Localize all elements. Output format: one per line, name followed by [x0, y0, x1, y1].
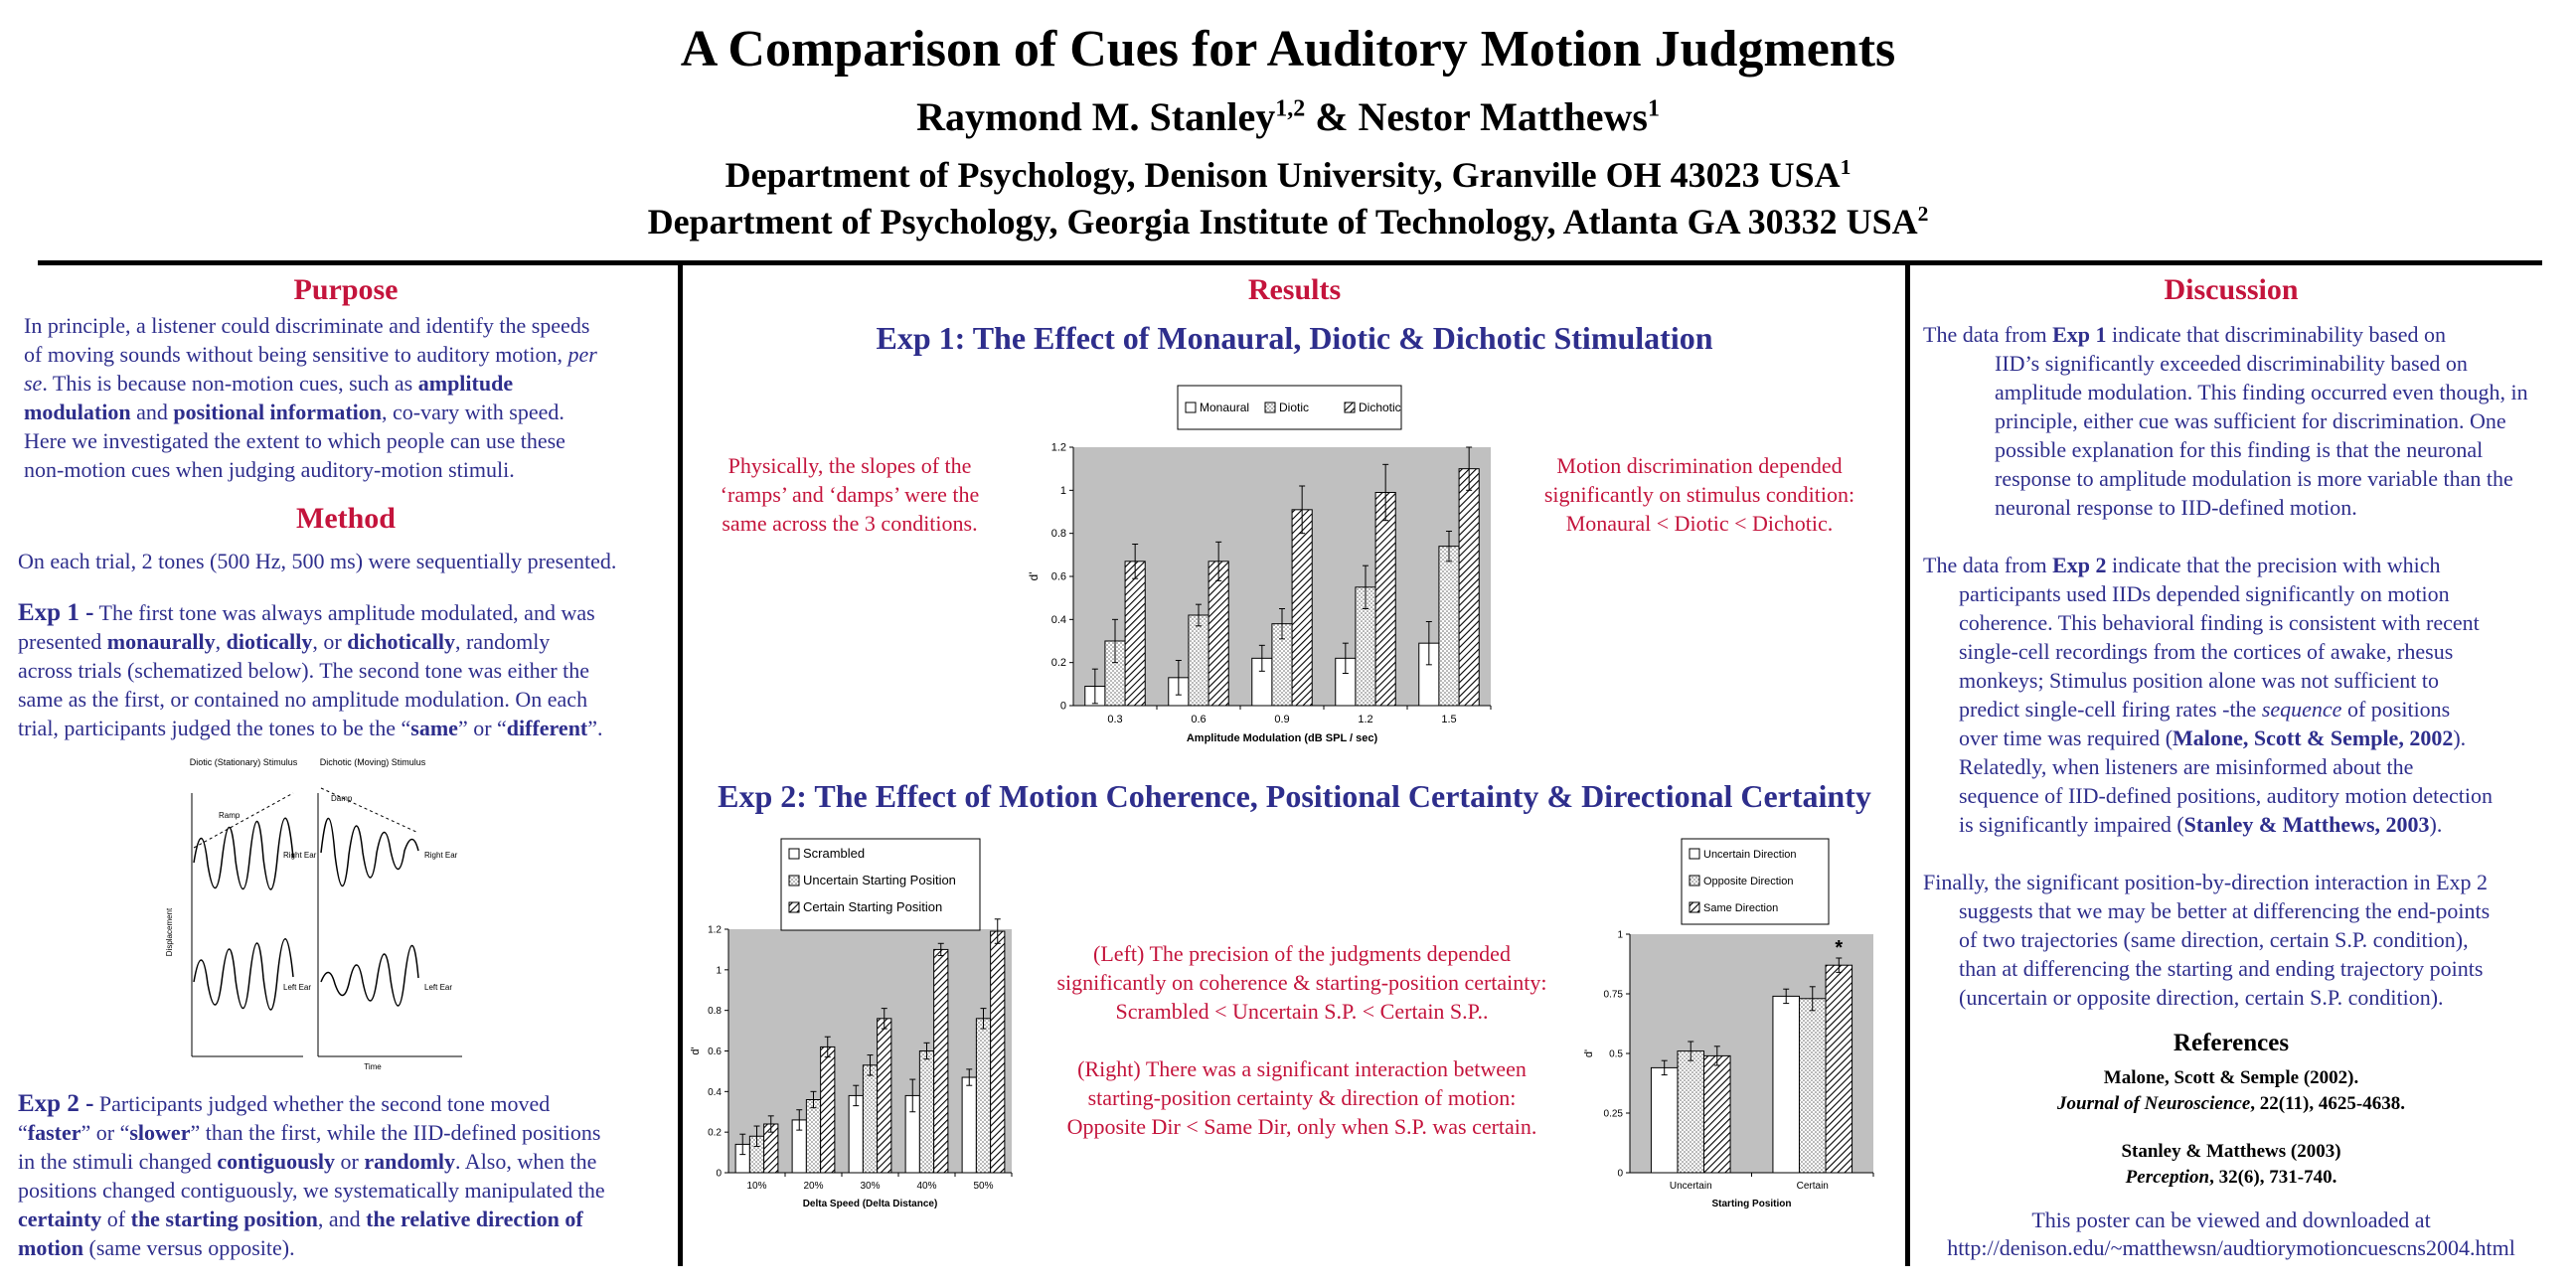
exp1-line-2: presented monaurally, diotically, or dichotically, randomly	[18, 629, 551, 654]
bar-uncertain-starting-position-50	[976, 1019, 990, 1173]
disc2-ref2-line	[1959, 810, 2559, 839]
disc2-seq-b: of positions	[2341, 697, 2451, 722]
exp2-starting-position: the starting position	[130, 1207, 318, 1231]
disc1-rest	[1959, 349, 2559, 522]
author-2-affil: 1	[1647, 95, 1660, 122]
exp2-label: Exp 2 -	[18, 1090, 94, 1117]
purpose-se: se	[24, 371, 43, 396]
reference-2	[1913, 1139, 2549, 1191]
purpose-line-2	[24, 340, 674, 369]
y-tick-label: 1.2	[708, 924, 722, 936]
x-tick-label: 30%	[860, 1181, 881, 1192]
exp1-or: , or	[312, 629, 342, 654]
x-tick-label: Certain	[1796, 1181, 1829, 1192]
x-axis-label: Starting Position	[1711, 1199, 1792, 1209]
exp2-randomly: randomly	[364, 1149, 456, 1174]
exp2-line-6	[18, 1233, 674, 1262]
bar-opposite-direction-uncertain	[1678, 1051, 1704, 1173]
disc2-rest-1: coherence. This behavioral finding is consistent with recent	[1959, 610, 2480, 635]
disc2-rest	[1923, 579, 2559, 839]
disc2-ref1-line	[1959, 724, 2559, 752]
ref1-volume: , 22(11), 4625-4638.	[2250, 1093, 2405, 1114]
method-intro: On each trial, 2 tones (500 Hz, 500 ms) were sequentially presented.	[18, 549, 617, 573]
schematic-right-ear-2: Right Ear	[424, 851, 458, 860]
exp1-right-note-1: Motion discrimination depended	[1556, 453, 1843, 478]
exp1-line-5c: ”.	[587, 716, 603, 740]
ref1-journal-line	[1913, 1091, 2549, 1117]
bar-uncertain-direction-uncertain	[1651, 1067, 1678, 1173]
legend-swatch-opposite-direction	[1690, 876, 1699, 886]
exp2-line-5	[18, 1205, 674, 1233]
exp2-left-bar-chart	[684, 835, 1027, 1217]
y-tick-label: 0.75	[1603, 989, 1623, 1001]
y-tick-label: 0	[1617, 1168, 1623, 1180]
purpose-section	[18, 273, 674, 484]
y-axis-label: d'	[1027, 571, 1041, 581]
legend-label-certain-starting-position: Certain Starting Position	[803, 899, 943, 914]
bar-same-direction-certain	[1826, 965, 1852, 1173]
author-1-affil: 1,2	[1275, 95, 1306, 122]
legend-label-uncertain-direction: Uncertain Direction	[1703, 849, 1797, 861]
y-axis-label: d'	[690, 1046, 702, 1055]
wave-right-bottom	[321, 945, 418, 1006]
wave-left-bottom	[194, 939, 293, 1010]
y-tick-label: 0.5	[1609, 1048, 1623, 1060]
exp2-note-b1: (Right) There was a significant interaction between	[1077, 1056, 1527, 1081]
disc1-exp1: Exp 1	[2052, 322, 2107, 347]
purpose-heading: Purpose	[293, 273, 399, 306]
exp2-and: , and	[317, 1207, 361, 1231]
purpose-line-4	[24, 398, 674, 426]
discussion-text	[1923, 320, 2559, 1012]
schematic-xlabel: Time	[364, 1062, 382, 1071]
exp2-of: of	[106, 1207, 126, 1231]
ref2-volume: , 32(6), 731-740.	[2209, 1167, 2337, 1188]
affiliation-2-sup: 2	[1917, 202, 1929, 226]
x-axis-label: Amplitude Modulation (dB SPL / sec)	[1186, 732, 1378, 744]
x-tick-label: 0.6	[1191, 714, 1207, 725]
disc2-line-1	[1923, 551, 2559, 579]
y-tick-label: 0.6	[1050, 570, 1066, 583]
disc2-rest2-1: sequence of IID-defined positions, auditory motion detection	[1959, 783, 2494, 808]
exp2-or: or	[340, 1149, 359, 1174]
disc2-a: The data from	[1923, 553, 2053, 577]
x-tick-label: 0.3	[1107, 714, 1123, 725]
discussion-para-3	[1923, 868, 2559, 1012]
exp1-line-1-text: The first tone was always amplitude modulated, and was	[98, 600, 595, 625]
bar-certain-starting-position-20	[821, 1046, 835, 1173]
y-tick-label: 0.4	[1050, 613, 1066, 626]
wave-right-top	[321, 818, 418, 886]
disc1-rest-5: neuronal response to IID-defined motion.	[1995, 495, 2357, 520]
y-tick-label: 0.8	[708, 1006, 722, 1018]
schematic-right-title: Dichotic (Moving) Stimulus	[319, 757, 426, 767]
legend-swatch-uncertain-starting-position	[789, 876, 799, 886]
poster-authors	[0, 93, 2576, 140]
exp1-dichotically: dichotically	[347, 629, 455, 654]
schematic-ramp-label: Ramp	[219, 811, 241, 820]
bar-dichotic-0-9	[1292, 510, 1312, 706]
affiliation-2	[0, 201, 2576, 242]
bar-uncertain-starting-position-30	[863, 1065, 877, 1173]
exp2-method	[18, 1089, 674, 1262]
references-section	[1913, 1030, 2549, 1262]
disc3-line-0: Finally, the significant position-by-direction interaction in Exp 2	[1923, 870, 2489, 894]
legend-swatch-certain-starting-position	[789, 902, 799, 912]
author-2: & Nestor Matthews	[1305, 94, 1648, 139]
discussion-heading: Discussion	[2164, 273, 2299, 306]
affiliation-1-text: Department of Psychology, Denison University, Granville OH 43023 USA	[724, 155, 1841, 195]
disc3-line-4: (uncertain or opposite direction, certain S.P. condition).	[1959, 985, 2444, 1010]
disc2-seq-em: sequence	[2261, 697, 2342, 722]
y-tick-label: 0.8	[1050, 528, 1066, 541]
ref2-journal-line	[1913, 1165, 2549, 1191]
bar-diotic-1-5	[1439, 547, 1459, 706]
disc2-b: indicate that the precision with which	[2106, 553, 2441, 577]
disc2-rest-2: single-cell recordings from the cortices of awake, rhesus	[1959, 639, 2454, 664]
legend-swatch-diotic	[1265, 402, 1275, 412]
affiliation-1	[0, 154, 2576, 196]
legend-label-diotic: Diotic	[1279, 401, 1310, 414]
x-tick-label: Uncertain	[1669, 1181, 1712, 1192]
purpose-line-3-text: . This is because non-motion cues, such as	[42, 371, 413, 396]
exp1-left-note	[696, 451, 1004, 538]
purpose-line-3	[24, 369, 674, 398]
y-tick-label: 1	[1617, 929, 1623, 941]
purpose-line-2-text: of moving sounds without being sensitive to auditory motion,	[24, 342, 564, 367]
references-heading: References	[2173, 1030, 2290, 1056]
exp1-right-note-3: Monaural < Diotic < Dichotic.	[1565, 511, 1834, 536]
disc2-ref2-a: is significantly impaired (	[1959, 812, 2184, 837]
disc2-exp2: Exp 2	[2052, 553, 2107, 577]
poster-footer	[1913, 1207, 2549, 1262]
exp2-quote-2: ” or “	[80, 1120, 130, 1145]
author-1: Raymond M. Stanley	[916, 94, 1276, 139]
exp1-line-5	[18, 714, 674, 742]
y-tick-label: 0	[1059, 700, 1066, 713]
exp2-results-title: Exp 2: The Effect of Motion Coherence, Positional Certainty & Directional Certainty	[718, 778, 1871, 814]
exp1-method	[18, 598, 674, 742]
exp2-note-a2: significantly on coherence & starting-position certainty:	[1056, 970, 1547, 995]
exp1-line-4: same as the first, or contained no amplitude modulation. On each	[18, 687, 588, 712]
schematic-left-ear-1: Left Ear	[283, 983, 312, 992]
exp1-presented: presented	[18, 629, 102, 654]
disc1-rest-2: principle, either cue was sufficient for discrimination. One	[1995, 408, 2506, 433]
discussion-para-2	[1923, 551, 2559, 839]
y-tick-label: 0	[716, 1168, 722, 1180]
legend-label-dichotic: Dichotic	[1359, 401, 1401, 414]
ref1-journal: Journal of Neuroscience	[2057, 1093, 2251, 1114]
legend-label-same-direction: Same Direction	[1703, 902, 1779, 914]
disc3-line-2: of two trajectories (same direction, certain S.P. condition),	[1959, 927, 2469, 952]
purpose-per: per	[567, 342, 597, 367]
exp1-results-title: Exp 1: The Effect of Monaural, Diotic & Dichotic Stimulation	[876, 320, 1713, 356]
disc2-rest-0: participants used IIDs depended significantly on motion	[1959, 581, 2450, 606]
legend-swatch-same-direction	[1690, 902, 1699, 912]
exp2-line-1	[18, 1089, 674, 1118]
exp2-line-3-end: . Also, when the	[455, 1149, 597, 1174]
ref2-authors: Stanley & Matthews (2003)	[2121, 1141, 2341, 1162]
y-tick-label: 1.2	[1050, 441, 1066, 454]
bar-dichotic-0-3	[1125, 562, 1145, 706]
bar-certain-starting-position-30	[878, 1019, 891, 1173]
disc2-ref1-b: Malone, Scott & Semple, 2002	[2173, 725, 2454, 750]
exp1-different: different	[506, 716, 588, 740]
bar-scrambled-50	[962, 1077, 976, 1173]
ref2-journal: Perception	[2125, 1167, 2210, 1188]
ramp-envelope-left	[194, 793, 293, 848]
legend-swatch-scrambled	[789, 849, 799, 859]
exp2-note-b2: starting-position certainty & direction of motion:	[1087, 1085, 1517, 1110]
exp1-left-note-2: ‘ramps’ and ‘damps’ were the	[720, 482, 980, 507]
disc1-rest-3: possible explanation for this finding is that the neuronal	[1995, 437, 2484, 462]
exp2-line-1-text: Participants judged whether the second tone moved	[98, 1091, 551, 1116]
purpose-and: and	[136, 400, 168, 424]
y-tick-label: 0.2	[1050, 657, 1066, 670]
disc3-rest	[1923, 896, 2559, 1012]
purpose-modulation: modulation	[24, 400, 131, 424]
disc2-rest2-0: Relatedly, when listeners are misinformed about the	[1959, 754, 2414, 779]
exp1-line-1	[18, 598, 674, 627]
disc2-ref1-a: over time was required (	[1959, 725, 2174, 750]
ref1-authors: Malone, Scott & Semple (2002).	[2103, 1067, 2359, 1088]
exp2-note-a3: Scrambled < Uncertain S.P. < Certain S.P..	[1115, 999, 1489, 1024]
x-tick-label: 0.9	[1274, 714, 1290, 725]
legend-swatch-uncertain-direction	[1690, 849, 1699, 859]
y-tick-label: 0.2	[708, 1127, 722, 1139]
exp1-right-note-2: significantly on stimulus condition:	[1543, 482, 1855, 507]
exp1-left-note-3: same across the 3 conditions.	[722, 511, 978, 536]
exp1-diotically: diotically	[226, 629, 313, 654]
exp1-label: Exp 1 -	[18, 599, 94, 626]
wave-left-top	[194, 818, 293, 889]
exp2-line-3	[18, 1147, 674, 1176]
bar-certain-starting-position-50	[991, 931, 1005, 1173]
disc1-rest-1: amplitude modulation. This finding occurred even though, in	[1995, 380, 2528, 404]
affiliation-2-text: Department of Psychology, Georgia Institute of Technology, Atlanta GA 30332 USA	[647, 202, 1918, 242]
exp2-line-2-end: ” than the first, while the IID-defined positions	[190, 1120, 601, 1145]
bar-dichotic-0-6	[1208, 562, 1228, 706]
disc1-b: indicate that discriminability based on	[2106, 322, 2447, 347]
exp1-monaurally: monaurally	[106, 629, 216, 654]
exp2-motion: motion	[18, 1235, 83, 1260]
exp1-bar-chart	[1019, 378, 1496, 755]
footer-line-1: This poster can be viewed and downloaded at	[2031, 1208, 2431, 1232]
disc2-ref2-c: ).	[2429, 812, 2443, 837]
stimulus-schematic	[164, 753, 492, 1071]
disc1-rest-4: response to amplitude modulation is more variable than the	[1995, 466, 2513, 491]
column-divider-right	[1905, 262, 1910, 1266]
x-tick-label: 1.2	[1358, 714, 1373, 725]
y-tick-label: 1	[716, 965, 722, 977]
exp2-changed: in the stimuli changed	[18, 1149, 212, 1174]
column-divider-left	[678, 262, 683, 1266]
exp2-middle-note	[1024, 939, 1580, 1141]
disc2-seq-a: predict single-cell firing rates -the	[1959, 697, 2262, 722]
disc1-a: The data from	[1923, 322, 2053, 347]
y-tick-label: 0.25	[1603, 1108, 1623, 1120]
exp2-relative-direction: the relative direction of	[366, 1207, 583, 1231]
exp1-line-3: across trials (schematized below). The second tone was either the	[18, 658, 590, 683]
bar-uncertain-starting-position-20	[806, 1100, 820, 1174]
purpose-line-5: Here we investigated the extent to which people can use these	[24, 428, 565, 453]
exp2-quote-1: “	[18, 1120, 28, 1145]
footer-url[interactable]: http://denison.edu/~matthewsn/audtiorymotioncuescns2004.html	[1947, 1235, 2515, 1260]
significance-star: *	[1835, 937, 1844, 959]
disc3-line-1: suggests that we may be better at differencing the end-points	[1959, 898, 2491, 923]
disc2-rest-3: monkeys; Stimulus position alone was not sufficient to	[1959, 668, 2439, 693]
disc2-ref2-b: Stanley & Matthews, 2003	[2183, 812, 2430, 837]
method-heading: Method	[296, 502, 396, 535]
schematic-ylabel: Displacement	[165, 907, 174, 957]
purpose-positional: positional information	[173, 400, 382, 424]
legend-label-uncertain-starting-position: Uncertain Starting Position	[803, 873, 956, 887]
bar-diotic-0-6	[1189, 615, 1208, 706]
exp2-note-b3: Opposite Dir < Same Dir, only when S.P. was certain.	[1066, 1114, 1537, 1139]
bar-certain-starting-position-40	[934, 949, 948, 1173]
exp2-line-6-end: (same versus opposite).	[88, 1235, 295, 1260]
exp2-faster: faster	[27, 1120, 81, 1145]
bar-uncertain-starting-position-40	[919, 1051, 933, 1174]
purpose-line-1: In principle, a listener could discriminate and identify the speeds	[24, 313, 590, 338]
exp1-line-5a: trial, participants judged the tones to be the “	[18, 716, 411, 740]
affiliation-1-sup: 1	[1840, 155, 1852, 179]
x-tick-label: 1.5	[1441, 714, 1457, 725]
bar-same-direction-uncertain	[1704, 1055, 1731, 1173]
legend-label-opposite-direction: Opposite Direction	[1703, 876, 1794, 887]
x-tick-label: 20%	[803, 1181, 824, 1192]
exp2-certainty: certainty	[18, 1207, 102, 1231]
bar-scrambled-30	[849, 1095, 863, 1173]
exp2-slower: slower	[129, 1120, 191, 1145]
legend-label-scrambled: Scrambled	[803, 846, 866, 861]
legend-swatch-monaural	[1186, 402, 1196, 412]
purpose-line-6: non-motion cues when judging auditory-motion stimuli.	[24, 457, 515, 482]
x-axis-label: Delta Speed (Delta Distance)	[802, 1199, 938, 1209]
exp1-randomly: , randomly	[454, 629, 551, 654]
disc1-line-1	[1923, 320, 2559, 349]
schematic-left-title: Diotic (Stationary) Stimulus	[189, 757, 298, 767]
purpose-line-4-end: , co-vary with speed.	[382, 400, 564, 424]
legend-swatch-dichotic	[1345, 402, 1355, 412]
exp1-right-note	[1511, 451, 1888, 538]
x-tick-label: 50%	[973, 1181, 994, 1192]
header-divider	[38, 260, 2542, 265]
disc2-ref1-c: ).	[2453, 725, 2467, 750]
schematic-right-ear-1: Right Ear	[283, 851, 317, 860]
bar-dichotic-1-2	[1375, 493, 1395, 707]
disc3-line-3: than at differencing the starting and ending trajectory points	[1959, 956, 2484, 981]
purpose-text	[18, 311, 674, 484]
schematic-damp-label: Damp	[331, 794, 353, 803]
y-tick-label: 1	[1059, 484, 1066, 497]
exp2-note-a1: (Left) The precision of the judgments depended	[1093, 941, 1511, 966]
bar-uncertain-direction-certain	[1773, 996, 1800, 1173]
bar-dichotic-1-5	[1459, 469, 1479, 706]
y-axis-label: d'	[1583, 1048, 1595, 1058]
disc2-sequence-line	[1959, 695, 2559, 724]
legend-label-monaural: Monaural	[1200, 401, 1250, 414]
y-tick-label: 0.6	[708, 1046, 722, 1057]
exp2-line-2	[18, 1118, 674, 1147]
exp1-left-note-1: Physically, the slopes of the	[727, 453, 972, 478]
reference-1	[1913, 1065, 2549, 1117]
x-tick-label: 40%	[916, 1181, 937, 1192]
exp1-line-5b: ” or “	[457, 716, 507, 740]
poster-title: A Comparison of Cues for Auditory Motion Judgments	[680, 21, 1896, 78]
x-tick-label: 10%	[746, 1181, 767, 1192]
disc1-rest-0: IID’s significantly exceeded discriminability based on	[1995, 351, 2468, 376]
exp2-right-bar-chart	[1570, 835, 1888, 1227]
purpose-amplitude: amplitude	[417, 371, 514, 396]
results-heading: Results	[1247, 273, 1342, 306]
exp1-same: same	[410, 716, 458, 740]
y-tick-label: 0.4	[708, 1086, 722, 1098]
exp2-contiguously: contiguously	[217, 1149, 335, 1174]
schematic-left-ear-2: Left Ear	[424, 983, 453, 992]
exp2-line-4: positions changed contiguously, we systematically manipulated the	[18, 1178, 605, 1203]
discussion-para-1	[1923, 320, 2559, 522]
bar-opposite-direction-certain	[1799, 999, 1826, 1173]
